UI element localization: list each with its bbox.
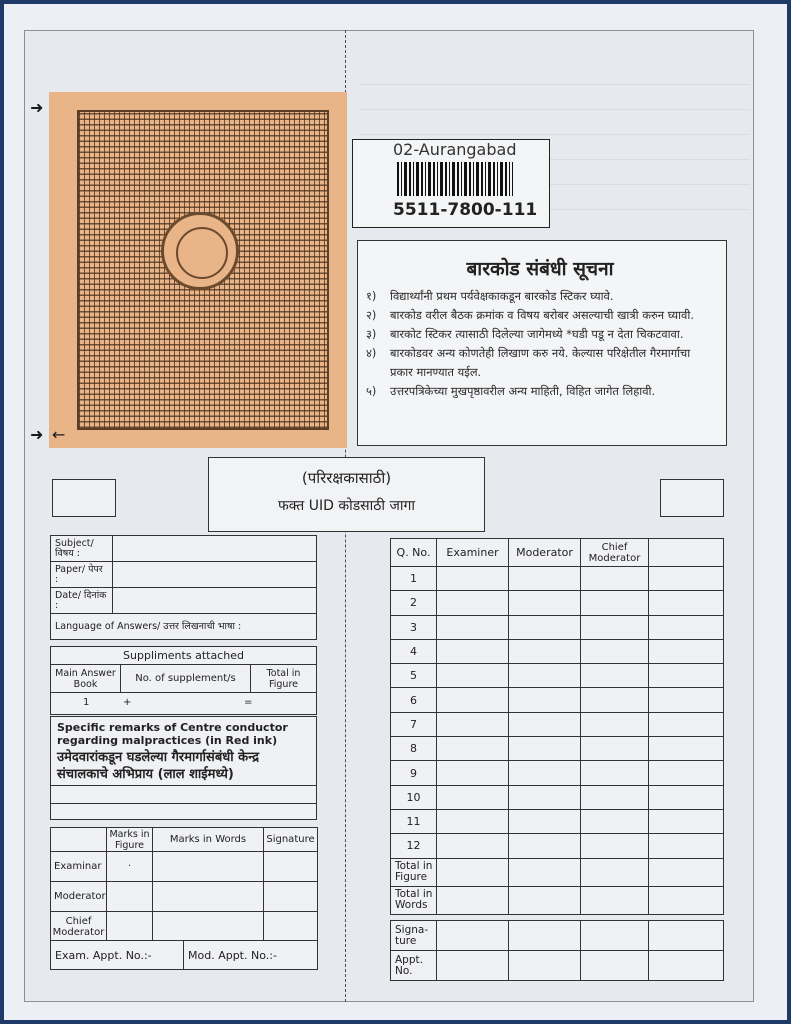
uid-marker-left [52, 479, 116, 517]
uid-marker-right [660, 479, 724, 517]
question-number: 3 [391, 615, 437, 639]
subject-label: Subject/ विषय : [51, 536, 113, 562]
instruction-item: १) विद्यार्थ्यांनी प्रथम पर्यवेक्षकाकडून बारकोड स्टिकर घ्यावे. [366, 289, 614, 303]
arrow-right-icon: ➜ [30, 98, 44, 117]
date-field[interactable] [113, 588, 317, 614]
col-signature: Signature [264, 828, 318, 852]
question-number: 4 [391, 639, 437, 663]
supplements-title: Suppliments attached [51, 647, 317, 665]
signature-appt-table [390, 920, 724, 981]
info-table [50, 535, 317, 640]
col-chief-moderator: Chief Moderator [581, 539, 649, 567]
equals-sign: = [244, 697, 253, 708]
col-qno: Q. No. [391, 539, 437, 567]
question-marks-table [390, 538, 724, 915]
appt-label: Appt. No. [391, 951, 437, 981]
question-number: 12 [391, 834, 437, 858]
question-number: 1 [391, 567, 437, 591]
uid-line2: फक्त UID कोडसाठी जागा [277, 498, 416, 514]
question-number: 11 [391, 809, 437, 833]
instructions-title: बारकोड संबंधी सूचना [466, 258, 614, 280]
marks-table [50, 827, 318, 942]
main-book-count: 1 [83, 697, 90, 708]
subject-field[interactable] [113, 536, 317, 562]
remarks-line [51, 803, 316, 804]
sticker-district: 02-Aurangabad [393, 140, 517, 159]
question-number: 9 [391, 761, 437, 785]
remarks-label-mr: उमेदवारांकडून घडलेल्या गैरमार्गासंबंधी केन्द्र संचालकाचे अभिप्राय (लाल शाईमध्ये) [57, 750, 260, 782]
question-number: 10 [391, 785, 437, 809]
date-label: Date/ दिनांक : [51, 588, 113, 614]
paper-field[interactable] [113, 562, 317, 588]
col-moderator: Moderator [509, 539, 581, 567]
examinar-figure[interactable]: · [107, 852, 153, 882]
uid-code-box [208, 457, 485, 532]
instruction-item: ४) बारकोडवर अन्य कोणतेही लिखाण करु नये. केल्यास परिक्षेतील गैरमार्गाचा प्रकार मानण्यात यईल. [366, 346, 691, 379]
row-chief-moderator: Chief Moderator [51, 912, 107, 942]
omr-code-panel [49, 92, 347, 448]
remarks-line [51, 785, 316, 786]
mod-appt-label: Mod. Appt. No.:- [183, 941, 277, 969]
exam-appt-label: Exam. Appt. No.:- [55, 949, 152, 962]
malpractice-remarks-box[interactable] [50, 716, 317, 820]
plus-sign: + [123, 697, 132, 708]
arrow-left-icon: ← [52, 425, 66, 444]
university-seal [161, 212, 239, 290]
instruction-item: ३) बारकोट स्टिकर त्यासाठी दिलेल्या जागेमध्ये *घडी पडू न देता चिकटवावा. [366, 327, 684, 341]
col-total-figure: Total in Figure [251, 665, 317, 693]
sticker-code: 5511-7800-111 [393, 200, 538, 220]
question-number: 8 [391, 737, 437, 761]
barcode [397, 162, 513, 196]
row-examinar: Examinar [51, 852, 107, 882]
signature-label: Signa- ture [391, 921, 437, 951]
barcode-instructions [357, 240, 727, 446]
col-supplements: No. of supplement/s [121, 665, 251, 693]
language-label: Language of Answers/ उत्तर लिखनाची भाषा : [51, 614, 317, 640]
question-number: 6 [391, 688, 437, 712]
remarks-label-en: Specific remarks of Centre conductor regarding malpractices (in Red ink) [57, 721, 288, 747]
col-examiner: Examiner [437, 539, 509, 567]
question-number: 7 [391, 712, 437, 736]
appointment-numbers [50, 940, 318, 970]
arrow-right-icon: ➜ [30, 425, 44, 444]
col-marks-words: Marks in Words [153, 828, 264, 852]
total-words-label: Total in Words [391, 886, 437, 914]
uid-line1: (परिरक्षकासाठी) [301, 469, 392, 487]
instruction-item: ५) उत्तरपत्रिकेच्या मुखपृष्ठावरील अन्य माहिती, विहित जागेत लिहावी. [366, 384, 656, 398]
row-moderator: Moderator [51, 882, 107, 912]
question-number: 5 [391, 664, 437, 688]
question-number: 2 [391, 591, 437, 615]
col-main-book: Main Answer Book [51, 665, 121, 693]
total-figure-label: Total in Figure [391, 858, 437, 886]
instruction-item: २) बारकोड वरील बैठक क्रमांक व विषय बरोबर असल्याची खात्री करुन घ्यावी. [366, 308, 694, 322]
barcode-sticker [352, 139, 550, 228]
col-marks-figure: Marks in Figure [107, 828, 153, 852]
supplements-table [50, 646, 317, 715]
paper-label: Paper/ पेपर : [51, 562, 113, 588]
